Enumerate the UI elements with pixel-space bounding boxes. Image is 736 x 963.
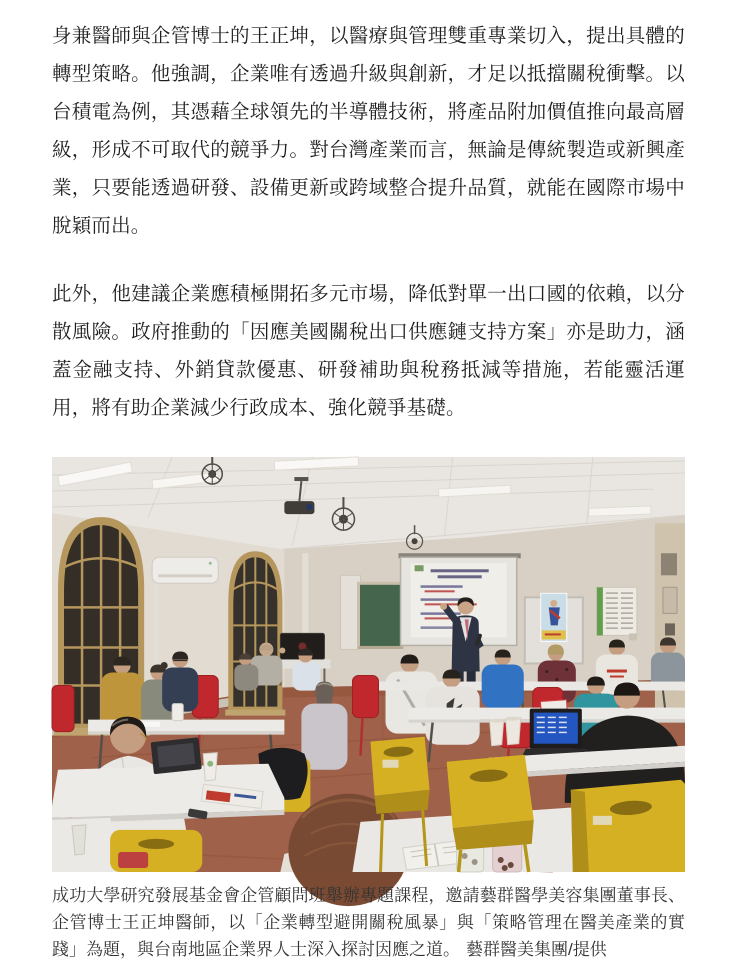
- classroom-seminar-photo: [52, 457, 685, 872]
- photo-caption: [52, 882, 685, 963]
- article-paragraph-2: 此外，他建議企業應積極開拓多元市場，降低對單一出口國的依賴，以分散風險。政府推動的「因應美國關稅出口供應鏈支持方案」亦是助力，涵蓋金融支持、外銷貸款優惠、研發補助與稅務抵減等措施，若能靈活運用，將有助企業減少行政成本、強化競爭基礎。: [52, 283, 685, 419]
- photo-tone-overlay: [52, 457, 685, 872]
- article-paragraph-1: 身兼醫師與企管博士的王正坤，以醫療與管理雙重專業切入，提出具體的轉型策略。他強調，企業唯有透過升級與創新，才足以抵擋關稅衝擊。以台積電為例，其憑藉全球領先的半導體技術，將產品附加價值推向最高層級，形成不可取代的競爭力。對台灣產業而言，無論是傳統製造或新興產業，只要能透過研發、設備更新或跨域整合提升品質，就能在國際市場中脫穎而出。: [52, 25, 685, 237]
- photo-caption-text: 成功大學研究發展基金會企管顧問班舉辦專題課程，邀請藝群醫學美容集團董事長、企管博士王正坤醫師，以「企業轉型避開關稅風暴」與「策略管理在醫美產業的實踐」為題，與台南地區企業界人士深入探討因應之道。: [52, 886, 685, 959]
- photo-credit: 藝群醫美集團/提供: [466, 940, 607, 959]
- classroom-photo-scene: [52, 457, 685, 872]
- article-content: [52, 0, 685, 963]
